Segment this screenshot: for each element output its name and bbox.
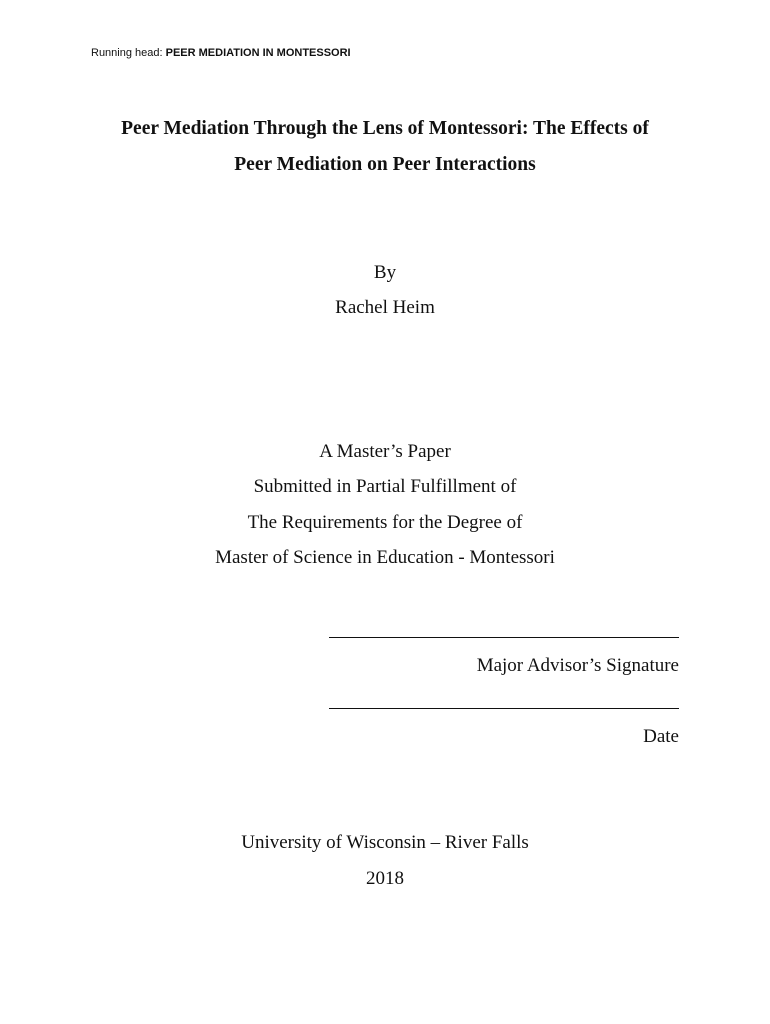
date-signature-line — [329, 708, 679, 709]
advisor-signature-line — [329, 637, 679, 638]
institution-year: 2018 — [366, 868, 404, 889]
paper-title-line-1: Peer Mediation Through the Lens of Montessori: The Effects of — [121, 118, 649, 139]
author-name: Rachel Heim — [335, 297, 435, 318]
author-by: By — [373, 262, 397, 283]
running-head — [91, 47, 351, 59]
submission-line-3: The Requirements for the Degree of — [247, 512, 523, 533]
running-head-title: PEER MEDIATION IN MONTESSORI — [165, 47, 351, 59]
submission-line-1: A Master’s Paper — [319, 441, 451, 462]
submission-line-4: Master of Science in Education - Montessori — [215, 547, 555, 568]
submission-line-2: Submitted in Partial Fulfillment of — [253, 476, 517, 497]
running-head-label: Running head: — [91, 47, 166, 59]
institution-name: University of Wisconsin – River Falls — [241, 832, 529, 853]
paper-title-line-2: Peer Mediation on Peer Interactions — [234, 154, 536, 175]
date-label: Date — [643, 726, 679, 747]
advisor-signature-label: Major Advisor’s Signature — [476, 655, 679, 676]
